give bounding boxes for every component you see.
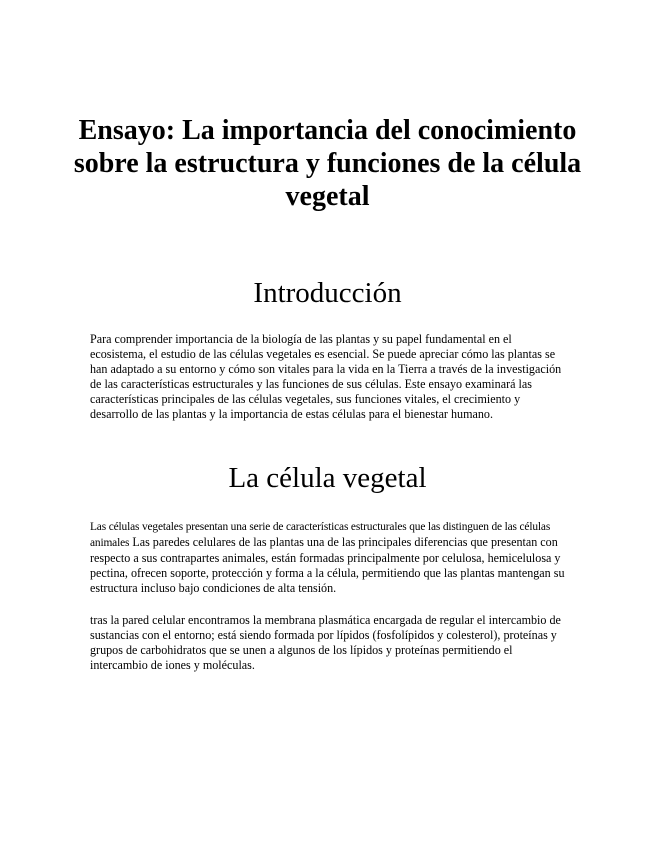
section-heading-introduccion: Introducción: [253, 277, 402, 309]
celula-paragraph-1: [90, 519, 568, 596]
celula-lead-sentence: Las células vegetales presentan una serie de características estructurales que las distinguen de las células animales: [90, 521, 551, 549]
section-heading-celula-vegetal: La célula vegetal: [228, 462, 427, 494]
document-title: Ensayo: La importancia del conocimiento sobre la estructura y funciones de la célula vegetal: [73, 115, 582, 212]
intro-paragraph: Para comprender importancia de la biología de las plantas y su papel fundamental en el ecosistema, el estudio de las células vegetales es esencial. Se puede apreciar cómo las plantas se han adaptado a su entorno y cómo son vitales para la vida en la Tierra a través de la investigación de las características estructurales y las funciones de sus células. Este ensayo examinará las características principales de las células vegetales, sus funciones vitales, el crecimiento y desarrollo de las plantas y la importancia de estas células para el bienestar humano.: [90, 332, 562, 421]
celula-paragraph-2: tras la pared celular encontramos la membrana plasmática encargada de regular el intercambio de sustancias con el entorno; está siendo formada por lípidos (fosfolípidos y colesterol), proteínas y grupos de carbohidratos que se unen a algunos de los lípidos y proteínas permitiendo el intercambio de iones y moléculas.: [90, 613, 561, 672]
celula-paragraph-1-body: Las paredes celulares de las plantas una de las principales diferencias que presentan con respecto a sus contrapartes animales, están formadas principalmente por celulosa, hemicelulosa y pectina, ofrecen soporte, protección y forma a la célula, permitiendo que las plantas mantengan su estructura incluso bajo condiciones de alta tensión.: [90, 535, 565, 595]
